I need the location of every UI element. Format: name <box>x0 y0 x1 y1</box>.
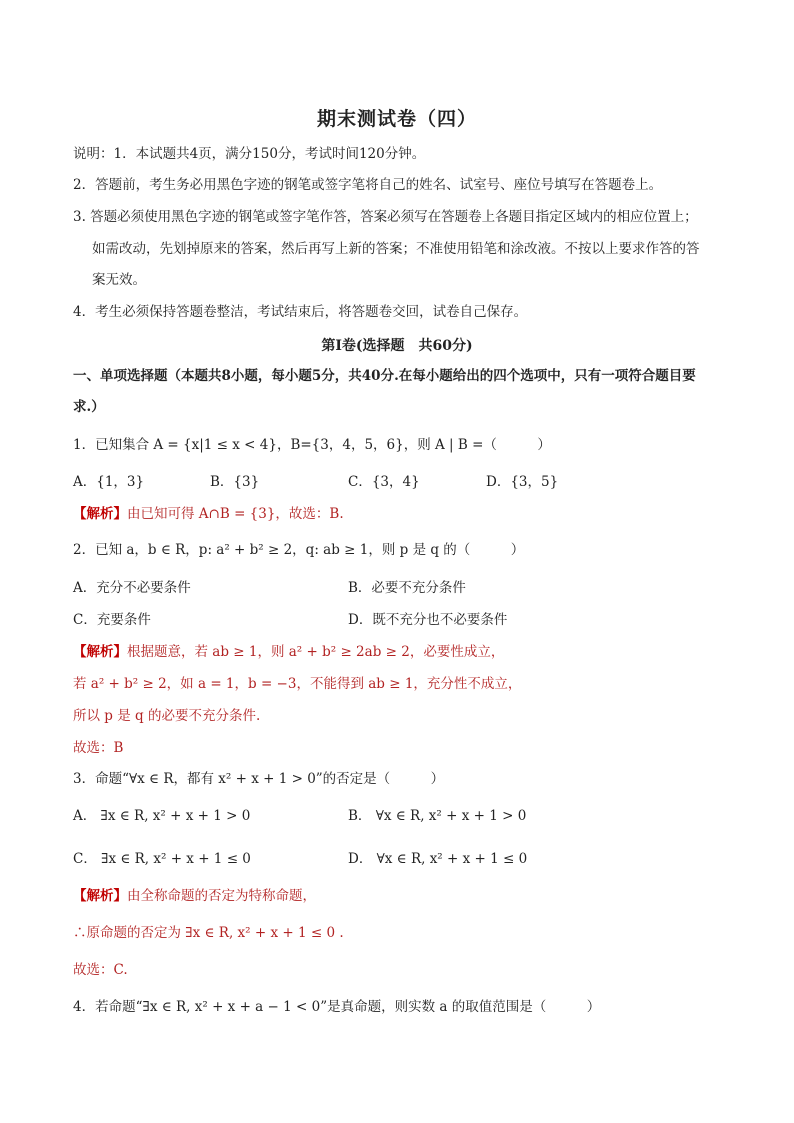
q1-option-c: C．{3，4} <box>348 474 420 490</box>
q2-option-a: A．充分不必要条件 <box>73 580 191 596</box>
q1-option-d: D．{3，5} <box>486 474 559 490</box>
question-3-stem: 3．命题“∀x ∈ R，都有 x² + x + 1 > 0”的否定是（ ） <box>73 771 445 787</box>
q3-option-b: B． ∀x ∈ R, x² + x + 1 > 0 <box>348 808 527 824</box>
instruction-3-end: 案无效。 <box>92 272 146 288</box>
q3-analysis-1 <box>73 887 316 905</box>
instruction-3-cont: 如需改动，先划掉原来的答案，然后再写上新的答案；不准使用铅笔和涂改液。不按以上要求作答的答 <box>92 241 700 257</box>
q1-option-b: B．{3} <box>210 474 260 490</box>
analysis-tag: 【解析】 <box>73 644 127 660</box>
instruction-1: 说明：1．本试题共4页，满分150分，考试时间120分钟。 <box>73 146 426 162</box>
q2-analysis-1-text: 根据题意，若 ab ≥ 1，则 a² + b² ≥ 2ab ≥ 2，必要性成立， <box>127 644 505 660</box>
section-title: 第I卷(选择题 共60分) <box>321 338 473 354</box>
q3-analysis-1-text: 由全称命题的否定为特称命题， <box>127 888 316 904</box>
q3-analysis-2: ∴原命题的否定为 ∃x ∈ R, x² + x + 1 ≤ 0 . <box>73 925 344 941</box>
analysis-tag: 【解析】 <box>73 888 127 904</box>
q1-analysis-text: 由已知可得 A∩B = {3}，故选：B. <box>127 506 344 522</box>
part-heading-cont: 求.） <box>73 399 105 415</box>
instruction-4: 4．考生必须保持答题卷整洁，考试结束后，将答题卷交回，试卷自己保存。 <box>73 304 528 320</box>
analysis-tag: 【解析】 <box>73 506 127 522</box>
instruction-2: 2．答题前，考生务必用黑色字迹的钢笔或签字笔将自己的姓名、试室号、座位号填写在答题卷上。 <box>73 177 663 193</box>
q3-option-c: C． ∃x ∈ R, x² + x + 1 ≤ 0 <box>73 851 251 867</box>
q3-option-d: D． ∀x ∈ R, x² + x + 1 ≤ 0 <box>348 851 528 867</box>
q1-option-a: A．{1，3} <box>73 474 145 490</box>
q1-analysis <box>73 505 344 523</box>
q2-option-c: C．充要条件 <box>73 612 151 628</box>
q2-option-b: B．必要不充分条件 <box>348 580 466 596</box>
question-1-stem: 1．已知集合 A = {x|1 ≤ x < 4}，B={3，4，5，6}，则 A | B =（ ） <box>73 437 551 453</box>
q2-option-d: D．既不充分也不必要条件 <box>348 612 508 628</box>
q3-choice: 故选：C. <box>73 962 128 978</box>
q3-option-a: A． ∃x ∈ R, x² + x + 1 > 0 <box>73 808 251 824</box>
instruction-3: 3. 答题必须使用黑色字迹的钢笔或签字笔作答，答案必须写在答题卷上各题目指定区域内的相应位置上； <box>73 209 698 225</box>
q2-analysis-3: 所以 p 是 q 的必要不充分条件. <box>73 708 261 724</box>
question-2-stem: 2．已知 a，b ∈ R，p: a² + b² ≥ 2，q: ab ≥ 1，则 p 是 q 的（ ） <box>73 542 525 558</box>
q2-analysis-1 <box>73 643 504 661</box>
page-title: 期末测试卷（四） <box>316 108 477 130</box>
q2-analysis-2: 若 a² + b² ≥ 2，如 a = 1，b = −3，不能得到 ab ≥ 1，充分性不成立， <box>73 676 522 692</box>
part-heading: 一、单项选择题（本题共8小题，每小题5分，共40分.在每小题给出的四个选项中，只有一项符合题目要 <box>73 368 696 384</box>
q2-choice: 故选：B <box>73 740 124 756</box>
question-4-stem: 4．若命题“∃x ∈ R, x² + x + a − 1 < 0”是真命题，则实数 a 的取值范围是（ ） <box>73 999 601 1015</box>
